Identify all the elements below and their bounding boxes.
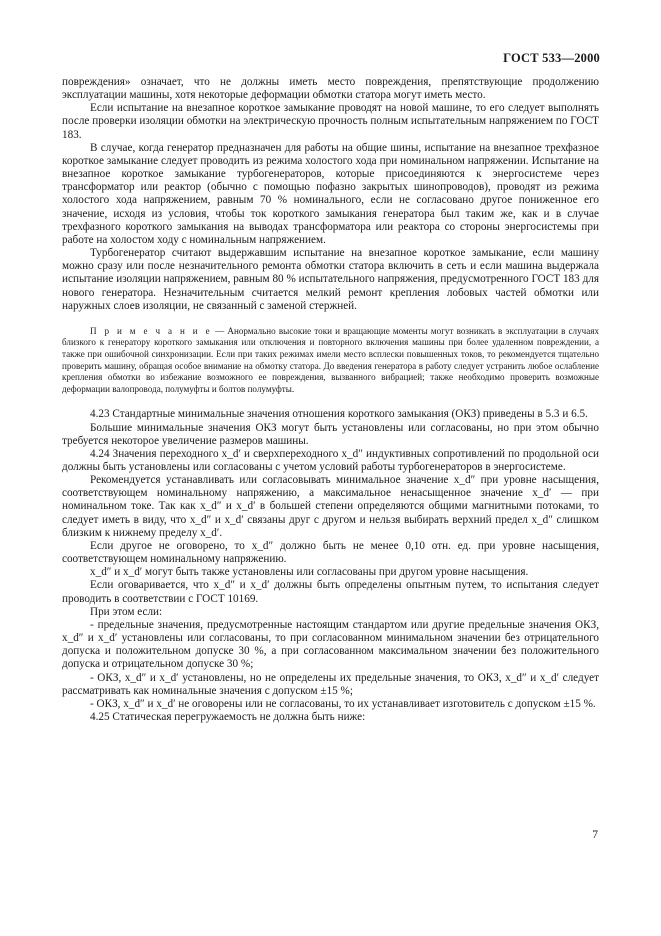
page-body [62,76,599,724]
clause-4-25: 4.25 Статическая перегружаемость не должна быть ниже: [90,710,366,723]
list-item: - ОКЗ, x_d″ и x_d′ не оговорены или не согласованы, то их устанавливает изготовитель с допуском ±15 %. [90,697,596,710]
paragraph: Рекомендуется устанавливать или согласовывать минимальное значение x_d″ при уровне насыщения, соответствующем номинальному напряжению, а максимальное ненасыщенное значение x_d′ — при номинальном токе. Так как x_d″ и x_d′ в большей степени определяются общими магнитными потоками, то следует иметь в виду, что x_d″ и x_d′ связаны друг с другом и нельзя выбирать верхний предел x_d″ слишком близким к нижнему пределу x_d′. [62,474,599,539]
paragraph: В случае, когда генератор предназначен для работы на общие шины, испытание на внезапное трехфазное короткое замыкание следует проводить из режима холостого хода при номинальном напряжении. Испытание на внезапное короткое замыкание турбогенераторов, которые присоединяются к энергосистеме через трансформатор или реактор (обычно с помощью пофазно закрытых шинопроводов), проводят из режима холостого хода напряжением, равным 70 % номинального, если не согласовано другое пониженное его значение, исходя из условия, чтобы ток короткого замыкания генератора был таким же, как и в случае трехфазного короткого замыкания на выводах трансформатора или реактора со стороны энергосистемы при работе на холостом ходу с номинальным напряжением. [62,141,599,246]
note-text: — Анормально высокие токи и вращающие моменты могут возникать в эксплуатации в случаях близкого к генератору короткого замыкания или отключения и повторного включения машины при более удаленном повреждении, а также при ошибочной синхронизации. Если при таких режимах имели место всплески повышенных токов, то рекомендуется тщательно проверить машину, обращая особое внимание на обмотку статора. До введения генератора в работу следует устранить любое ослабление крепления обмотки во избежание возможного ее повреждения, вызванного вибрацией; также необходимо проверить возможные деформации валопровода, полумуфты и болтов полумуфты. [62,325,599,394]
note-block [62,326,599,396]
document-header: ГОСТ 533—2000 [503,51,600,65]
paragraph: Турбогенератор считают выдержавшим испытание на внезапное короткое замыкание, если машину можно сразу или после незначительного ремонта обмотки статора включить в сеть и если машина выдержала испытание изоляции напряжением, равным 80 % испытательного напряжения, предусмотренного ГОСТ 183 для нового генератора. Незначительным считается мелкий ремонт крепления лобовых частей обмотки или наружных слоев изоляции, не связанный с заменой стержней. [62,247,599,312]
paragraph: Если оговаривается, что x_d″ и x_d′ должны быть определены опытным путем, то испытания следует проводить в соответствии с ГОСТ 10169. [62,579,599,605]
paragraph: повреждения» означает, что не должны иметь место повреждения, препятствующие продолжению эксплуатации машины, хотя некоторые деформации обмотки статора могут иметь место. [62,76,599,102]
paragraph: Большие минимальные значения ОКЗ могут быть установлены или согласованы, но при этом обычно требуется некоторое увеличение размеров машины. [62,421,599,447]
note-label: П р и м е ч а н и е [90,325,213,336]
clause-4-23: 4.23 Стандартные минимальные значения отношения короткого замыкания (ОКЗ) приведены в 5.3 и 6.5. [90,408,588,421]
list-item: - предельные значения, предусмотренные настоящим стандартом или другие предельные значения ОКЗ, x_d″ и x_d′ установлены или согласованы, то при согласованном минимальном значении без отрицательного допуска и положительном допуске 30 %, а при согласованном максимальном значении без положительного допуска и отрицательном допуске 30 %; [62,618,599,671]
paragraph: Если другое не оговорено, то x_d″ должно быть не менее 0,10 отн. ед. при уровне насыщения, соответствующем номинальному напряжению. [62,539,599,566]
list-item: - ОКЗ, x_d″ и x_d′ установлены, но не определены их предельные значения, то ОКЗ, x_d″ и x_d′ следует рассматривать как номинальные значения с допуском ±15 %; [62,671,599,697]
clause-4-24: 4.24 Значения переходного x_d′ и сверхпереходного x_d″ индуктивных сопротивлений по продольной оси должны быть установлены или согласованы с учетом условий работы турбогенераторов в энергосистеме. [62,447,599,473]
paragraph: При этом если: [90,605,163,618]
paragraph: Если испытание на внезапное короткое замыкание проводят на новой машине, то его следует выполнять после проверки изоляции обмотки на электрическую прочность полным испытательным напряжением по ГОСТ 183. [62,102,599,141]
page-number: 7 [592,829,598,841]
paragraph: x_d″ и x_d′ могут быть также установлены или согласованы при другом уровне насыщения. [90,566,529,579]
